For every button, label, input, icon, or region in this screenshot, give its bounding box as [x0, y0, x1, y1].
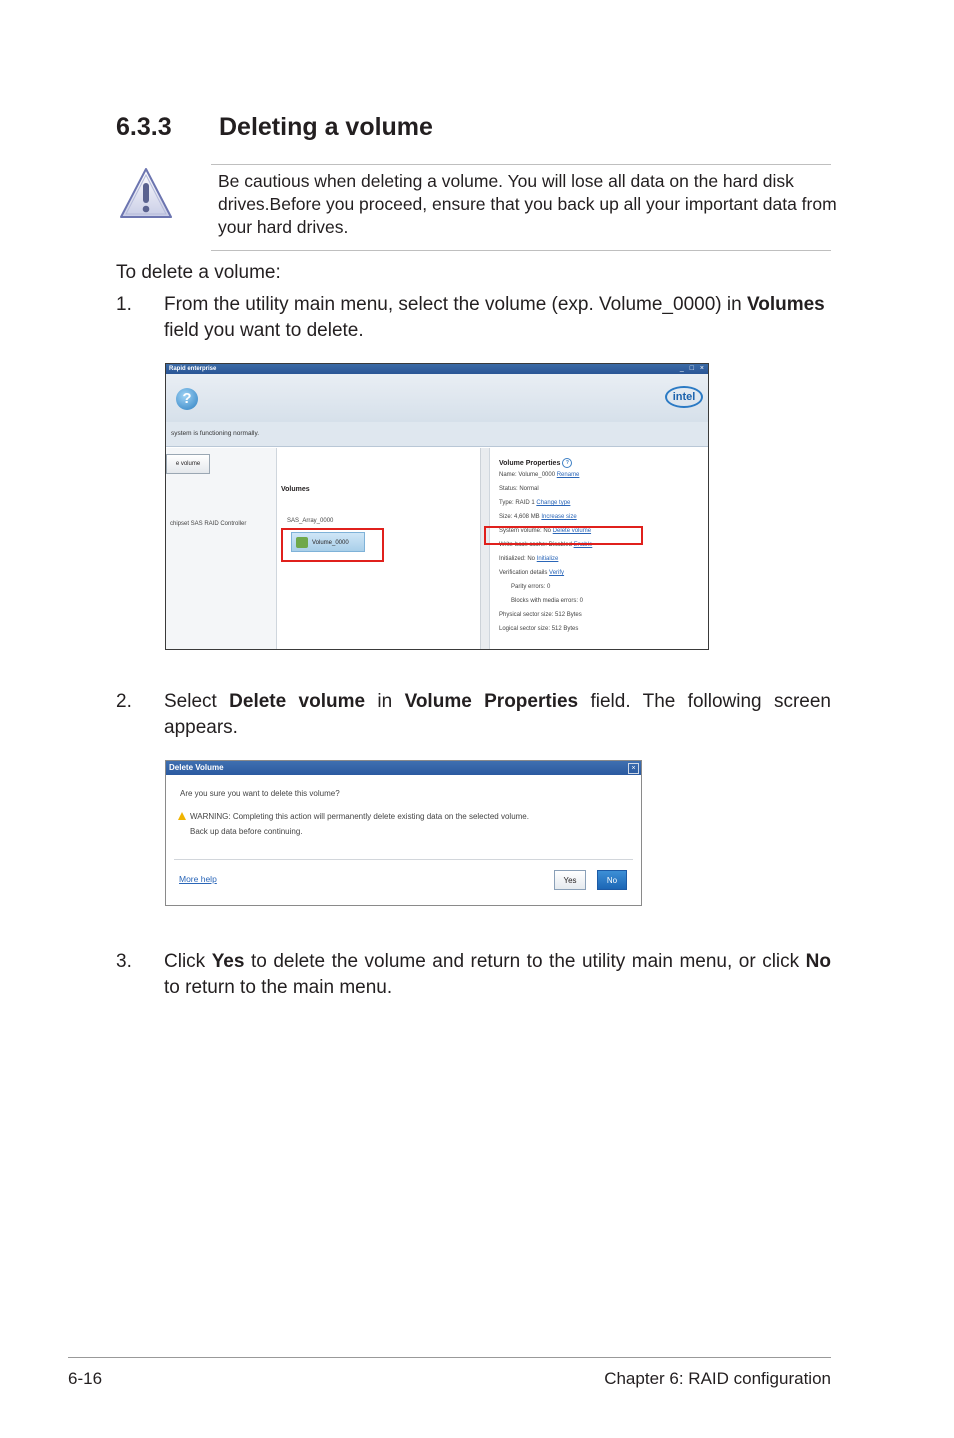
raid-utility-screenshot	[165, 363, 709, 650]
volume-properties-panel	[489, 448, 708, 649]
property-row: Parity errors: 0	[511, 584, 551, 590]
step-3-number: 3.	[116, 951, 132, 972]
help-icon[interactable]: ?	[562, 458, 572, 468]
volumes-title: Volumes	[281, 486, 310, 493]
warning-text: WARNING: Completing this action will permanently delete existing data on the selected volume.	[190, 812, 529, 821]
create-volume-button[interactable]: e volume	[166, 454, 210, 474]
array-label: SAS_Array_0000	[287, 518, 334, 524]
window-buttons[interactable]: _ □ ×	[679, 365, 706, 372]
note-text: Be cautious when deleting a volume. You will lose all data on the hard disk drives.Before you proceed, ensure that you back up all your important data from your hard drives.	[218, 171, 837, 237]
delete-volume-highlight-box	[484, 526, 643, 545]
increase-size-link[interactable]: Increase size	[541, 514, 577, 520]
status-text: system is functioning normally.	[166, 422, 708, 447]
no-button[interactable]: No	[597, 870, 627, 890]
more-help-link[interactable]: More help	[179, 874, 217, 884]
property-row: Size: 4,608 MB Increase size	[499, 514, 577, 520]
intel-logo: intel	[665, 386, 703, 408]
property-row: Initialized: No Initialize	[499, 556, 559, 562]
properties-title: Volume Properties ?	[499, 458, 572, 468]
warning-icon	[178, 812, 186, 820]
yes-button[interactable]: Yes	[554, 870, 586, 890]
step-2-text: Select Delete volume in Volume Properties field. The following screen appears.	[164, 691, 831, 738]
help-icon[interactable]: ?	[176, 388, 198, 410]
change-type-link[interactable]: Change type	[536, 500, 571, 506]
step-3-text: Click Yes to delete the volume and return to the utility main menu, or click No to return to the main menu.	[164, 951, 831, 998]
volume-highlight-box	[281, 528, 384, 562]
step-1-number: 1.	[116, 294, 132, 315]
left-panel	[166, 448, 277, 649]
close-icon[interactable]: ×	[628, 763, 639, 774]
delete-volume-link[interactable]: Delete volume	[552, 528, 592, 534]
warning-triangle-icon	[118, 166, 174, 227]
property-row: Logical sector size: 512 Bytes	[499, 626, 579, 632]
section-heading	[116, 113, 433, 142]
property-row: Blocks with media errors: 0	[511, 598, 584, 604]
volume-label: Volume_0000	[312, 540, 349, 546]
initialize-link[interactable]: Initialize	[536, 556, 559, 562]
dialog-question: Are you sure you want to delete this volume?	[180, 789, 340, 798]
rename-link[interactable]: Rename	[556, 472, 580, 478]
panel-scrollbar[interactable]	[480, 448, 489, 649]
intro-text: To delete a volume:	[116, 262, 281, 283]
note-bottom-rule	[211, 250, 831, 251]
property-row: Name: Volume_0000 Rename	[499, 472, 580, 478]
step-2-number: 2.	[116, 691, 132, 712]
section-number: 6.3.3	[116, 113, 172, 141]
step-1-text: From the utility main menu, select the volume (exp. Volume_0000) in Volumes field you want to delete.	[164, 294, 825, 341]
dialog-divider	[174, 859, 633, 860]
property-row: System volume: No Delete volume	[499, 528, 592, 534]
dialog-title: Delete Volume	[166, 761, 641, 775]
property-row: Physical sector size: 512 Bytes	[499, 612, 582, 618]
page-number: 6-16	[68, 1369, 103, 1388]
property-row: Type: RAID 1 Change type	[499, 500, 571, 506]
footer-rule	[68, 1357, 831, 1358]
property-row: Write-back cache: Disabled Enable	[499, 542, 593, 548]
property-row: Verification details Verify	[499, 570, 565, 576]
verify-link[interactable]: Verify	[549, 570, 565, 576]
warning-text-2: Back up data before continuing.	[190, 827, 303, 836]
window-title: Rapid enterprise	[166, 364, 708, 374]
chapter-title: Chapter 6: RAID configuration	[604, 1369, 831, 1388]
note-top-rule	[211, 164, 831, 165]
header-bar	[166, 374, 708, 422]
section-title: Deleting a volume	[219, 113, 433, 141]
controller-label: chipset SAS RAID Controller	[170, 521, 247, 527]
enable-link[interactable]: Enable	[573, 542, 593, 548]
delete-volume-dialog-screenshot	[165, 760, 642, 906]
property-row: Status: Normal	[499, 486, 539, 492]
